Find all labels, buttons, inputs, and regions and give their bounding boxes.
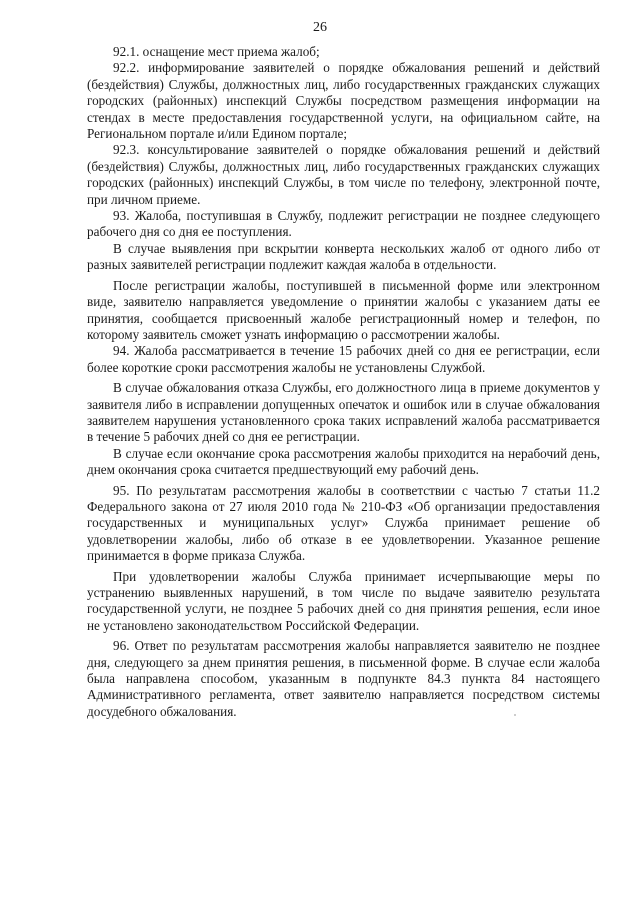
paragraph-95: 95. По результатам рассмотрения жалобы в соответствии с частью 7 статьи 11.2 Федерального закона от 27 июля 2010 года № 210-ФЗ «Об организации предоставления государственных и муниципальных услуг» Служба принимает решение об удовлетворении жалобы, либо об отказе в ее удовлетворении. Указанное решение принимается в форме приказа Служба.	[87, 482, 600, 564]
paragraph-93: 93. Жалоба, поступившая в Службу, подлежит регистрации не позднее следующего рабочего дня со дня ее поступления.	[87, 208, 600, 240]
paragraph-96: 96. Ответ по результатам рассмотрения жалобы направляется заявителю не позднее дня, следующего за днем принятия решения, в письменной форме. В случае если жалоба была направлена способом, указанным в подпункте 84.3 пункта 84 настоящего Административного регламента, ответ заявителю направляется посредством системы досудебного обжалования.	[87, 638, 600, 719]
paragraph-95-satisfaction: При удовлетворении жалобы Служба принимает исчерпывающие меры по устранению выявленных нарушений, в том числе по выдаче заявителю результата государственной услуги, не позднее 5 рабочих дней со дня принятия решения, если иное не установлено законодательством Российской Федерации.	[87, 568, 600, 633]
page-number: 26	[313, 20, 327, 35]
document-body	[87, 44, 600, 720]
paragraph-94-refusal: В случае обжалования отказа Службы, его должностного лица в приеме документов у заявителя либо в исправлении допущенных опечаток и ошибок или в случае обжалования заявителем нарушения установленного срока таких исправлений жалоба рассматривается в течение 5 рабочих дней со дня ее регистрации.	[87, 380, 600, 445]
paragraph-92-3: 92.3. консультирование заявителей о порядке обжалования решений и действий (бездействия) Службы, должностных лиц, либо государственных гражданских служащих городских (районных) инспекций Службы, в том числе по телефону, электронной почте, при личном приеме.	[87, 142, 600, 207]
paragraph-94: 94. Жалоба рассматривается в течение 15 рабочих дней со дня ее регистрации, если более короткие сроки рассмотрения жалобы не установлены Службой.	[87, 343, 600, 375]
paragraph-93-multiple-complaints: В случае выявления при вскрытии конверта нескольких жалоб от одного либо от разных заявителей регистрации подлежит каждая жалоба в отдельности.	[87, 240, 600, 273]
paragraph-94-nonworking-day: В случае если окончание срока рассмотрения жалобы приходится на нерабочий день, днем окончания срока считается предшествующий ему рабочий день.	[87, 445, 600, 478]
scan-speck	[514, 714, 516, 716]
paragraph-92-2: 92.2. информирование заявителей о порядке обжалования решений и действий (бездействия) Службы, должностных лиц, либо государственных гражданских служащих городских (районных) инспекций Службы посредством размещения информации на стендах в месте предоставления государственной услуги, на официальном сайте, на Региональном портале и/или Едином портале;	[87, 60, 600, 142]
paragraph-92-1: 92.1. оснащение мест приема жалоб;	[113, 44, 320, 59]
paragraph-93-notification: После регистрации жалобы, поступившей в письменной форме или электронном виде, заявителю направляется уведомление о принятии жалобы с указанием даты ее принятия, сообщается присвоенный жалобе регистрационный номер и телефон, по которому заявитель сможет узнать информацию о рассмотрении жалобы.	[87, 277, 600, 342]
